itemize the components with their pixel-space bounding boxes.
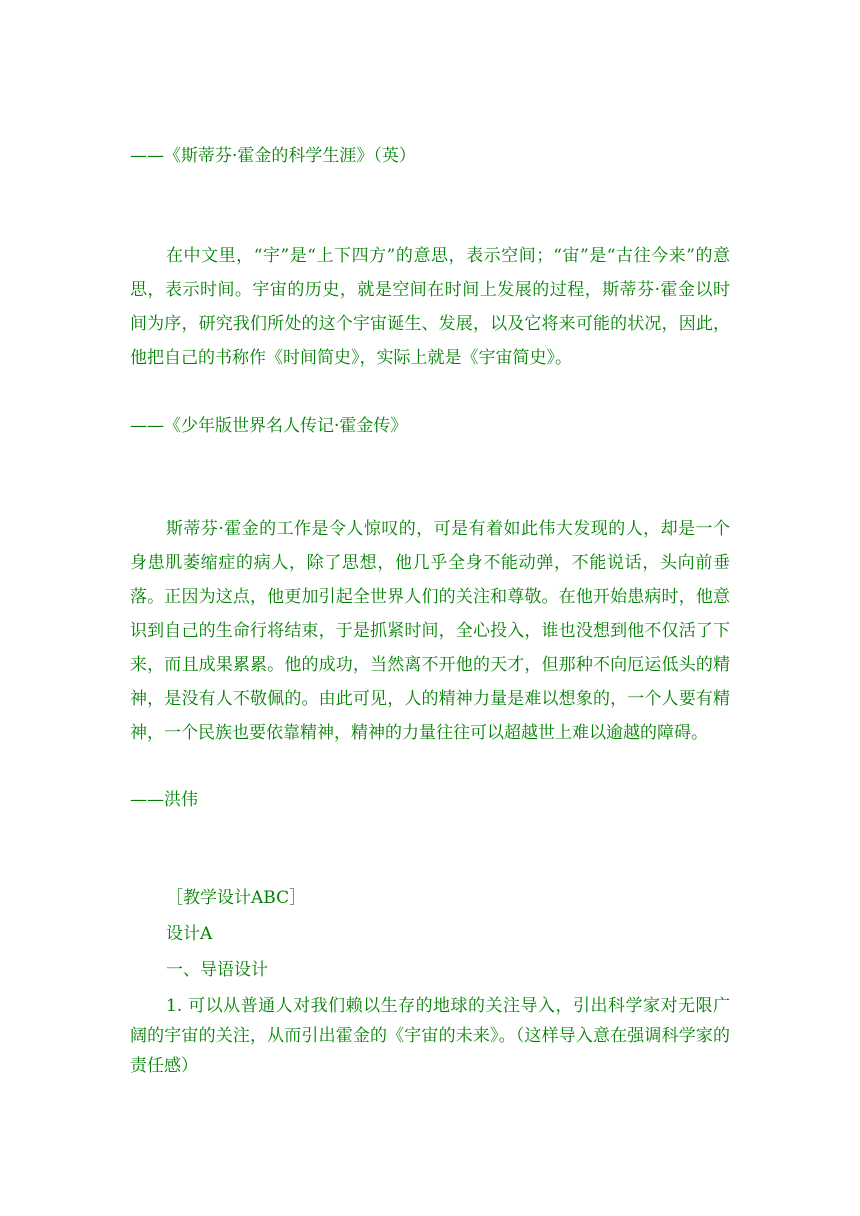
design-label: 设计A — [166, 924, 213, 944]
attribution-hong-wei: ——洪伟 — [130, 790, 198, 810]
attribution-hawking-biography: ——《少年版世界名人传记·霍金传》 — [130, 416, 408, 436]
paragraph-universe-meaning: 在中文里，“宇”是“上下四方”的意思，表示空间；“宙”是“古往今来”的意思，表示时间。宇宙的历史，就是空间在时间上发展的过程，斯蒂芬·霍金以时间为序，研究我们所处的这个宇宙诞生、发展，以及它将来可能的状况，因此，他把自己的书称作《时间简史》，实际上就是《宇宙简史》。 — [130, 246, 730, 368]
paragraph-hawking-spirit: 斯蒂芬·霍金的工作是令人惊叹的，可是有着如此伟大发现的人，却是一个身患肌萎缩症的病人，除了思想，他几乎全身不能动弹，不能说话，头向前垂落。正因为这点，他更加引起全世界人们的关注和尊敬。在他开始患病时，他意识到自己的生命行将结束，于是抓紧时间，全心投入，谁也没想到他不仅活了下来，而且成果累累。他的成功，当然离不开他的天才，但那种不向厄运低头的精神，是没有人不敬佩的。由此可见，人的精神力量是难以想象的，一个人要有精神，一个民族也要依靠精神，精神的力量往往可以超越世上难以逾越的障碍。 — [130, 519, 730, 743]
list-item-intro-1: 1. 可以从普通人对我们赖以生存的地球的关注导入，引出科学家对无限广阔的宇宙的关注，从而引出霍金的《宇宙的未来》。（这样导入意在强调科学家的责任感） — [130, 996, 730, 1076]
subsection-heading-intro: 一、导语设计 — [166, 960, 268, 980]
attribution-hawking-career: ——《斯蒂芬·霍金的科学生涯》（英） — [130, 146, 416, 166]
section-heading-teaching-design: ［教学设计ABC］ — [166, 888, 307, 908]
